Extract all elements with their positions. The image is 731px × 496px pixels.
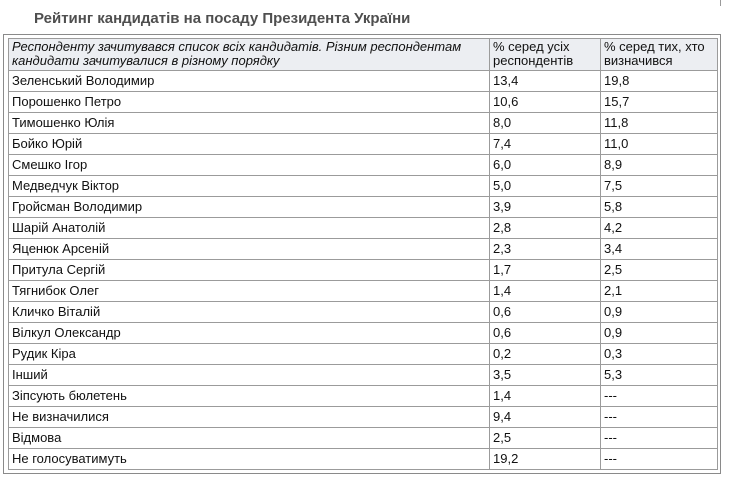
table-row — [9, 407, 718, 428]
cell-candidate: Гройсман Володимир — [9, 197, 490, 218]
cell-pct-decided: 4,2 — [601, 218, 718, 239]
cell-pct-decided: 11,0 — [601, 134, 718, 155]
table-row — [9, 176, 718, 197]
cell-pct-decided: 0,3 — [601, 344, 718, 365]
cell-pct-decided: --- — [601, 449, 718, 470]
table-body — [9, 71, 718, 470]
cell-pct-decided: --- — [601, 407, 718, 428]
table-row — [9, 218, 718, 239]
cell-pct-all: 19,2 — [490, 449, 601, 470]
cell-candidate: Не голосуватимуть — [9, 449, 490, 470]
cell-pct-decided: 7,5 — [601, 176, 718, 197]
cell-pct-all: 0,6 — [490, 323, 601, 344]
cell-pct-decided: 5,3 — [601, 365, 718, 386]
cell-pct-all: 0,2 — [490, 344, 601, 365]
cell-candidate: Тимошенко Юлія — [9, 113, 490, 134]
header-decided: % серед тих, хто визначився — [601, 39, 718, 71]
cell-pct-decided: 0,9 — [601, 302, 718, 323]
ratings-table — [8, 38, 718, 470]
table-row — [9, 281, 718, 302]
cell-candidate: Шарій Анатолій — [9, 218, 490, 239]
cell-pct-all: 3,5 — [490, 365, 601, 386]
table-row — [9, 386, 718, 407]
cell-candidate: Рудик Кіра — [9, 344, 490, 365]
cell-pct-all: 10,6 — [490, 92, 601, 113]
table-row — [9, 428, 718, 449]
cell-pct-all: 2,3 — [490, 239, 601, 260]
cell-pct-decided: --- — [601, 428, 718, 449]
cell-pct-decided: 2,5 — [601, 260, 718, 281]
cell-pct-all: 1,7 — [490, 260, 601, 281]
table-row — [9, 71, 718, 92]
table-row — [9, 365, 718, 386]
cell-candidate: Бойко Юрій — [9, 134, 490, 155]
cell-candidate: Зеленський Володимир — [9, 71, 490, 92]
cell-pct-all: 2,5 — [490, 428, 601, 449]
cell-candidate: Тягнибок Олег — [9, 281, 490, 302]
cell-candidate: Притула Сергій — [9, 260, 490, 281]
table-row — [9, 92, 718, 113]
table-row — [9, 134, 718, 155]
cell-pct-decided: 5,8 — [601, 197, 718, 218]
cell-candidate: Кличко Віталій — [9, 302, 490, 323]
cell-pct-all: 7,4 — [490, 134, 601, 155]
table-row — [9, 302, 718, 323]
header-all-respondents: % серед усіх респондентів — [490, 39, 601, 71]
table-row — [9, 155, 718, 176]
cell-pct-all: 5,0 — [490, 176, 601, 197]
cell-pct-all: 1,4 — [490, 386, 601, 407]
table-row — [9, 113, 718, 134]
table-row — [9, 197, 718, 218]
cell-pct-all: 8,0 — [490, 113, 601, 134]
table-row — [9, 323, 718, 344]
cell-candidate: Відмова — [9, 428, 490, 449]
cell-candidate: Зіпсують бюлетень — [9, 386, 490, 407]
table-row — [9, 344, 718, 365]
cell-pct-decided: 8,9 — [601, 155, 718, 176]
corner-mark — [720, 0, 721, 6]
cell-pct-decided: --- — [601, 386, 718, 407]
cell-pct-decided: 15,7 — [601, 92, 718, 113]
table-row — [9, 239, 718, 260]
cell-pct-all: 1,4 — [490, 281, 601, 302]
header-row — [9, 39, 718, 71]
cell-pct-decided: 19,8 — [601, 71, 718, 92]
cell-candidate: Інший — [9, 365, 490, 386]
table-row — [9, 260, 718, 281]
cell-pct-all: 2,8 — [490, 218, 601, 239]
table-row — [9, 449, 718, 470]
cell-pct-all: 13,4 — [490, 71, 601, 92]
cell-candidate: Медведчук Віктор — [9, 176, 490, 197]
cell-pct-decided: 11,8 — [601, 113, 718, 134]
cell-pct-all: 9,4 — [490, 407, 601, 428]
cell-pct-all: 3,9 — [490, 197, 601, 218]
cell-candidate: Смешко Ігор — [9, 155, 490, 176]
cell-pct-decided: 2,1 — [601, 281, 718, 302]
table-header — [9, 39, 718, 71]
cell-pct-decided: 0,9 — [601, 323, 718, 344]
cell-pct-decided: 3,4 — [601, 239, 718, 260]
cell-candidate: Яценюк Арсеній — [9, 239, 490, 260]
cell-pct-all: 6,0 — [490, 155, 601, 176]
header-candidate: Респонденту зачитувався список всіх кандидатів. Різним респондентам кандидати зачитувалися в різному порядку — [9, 39, 490, 71]
cell-pct-all: 0,6 — [490, 302, 601, 323]
cell-candidate: Вілкул Олександр — [9, 323, 490, 344]
cell-candidate: Не визначилися — [9, 407, 490, 428]
page-title: Рейтинг кандидатів на посаду Президента України — [34, 10, 411, 27]
cell-candidate: Порошенко Петро — [9, 92, 490, 113]
